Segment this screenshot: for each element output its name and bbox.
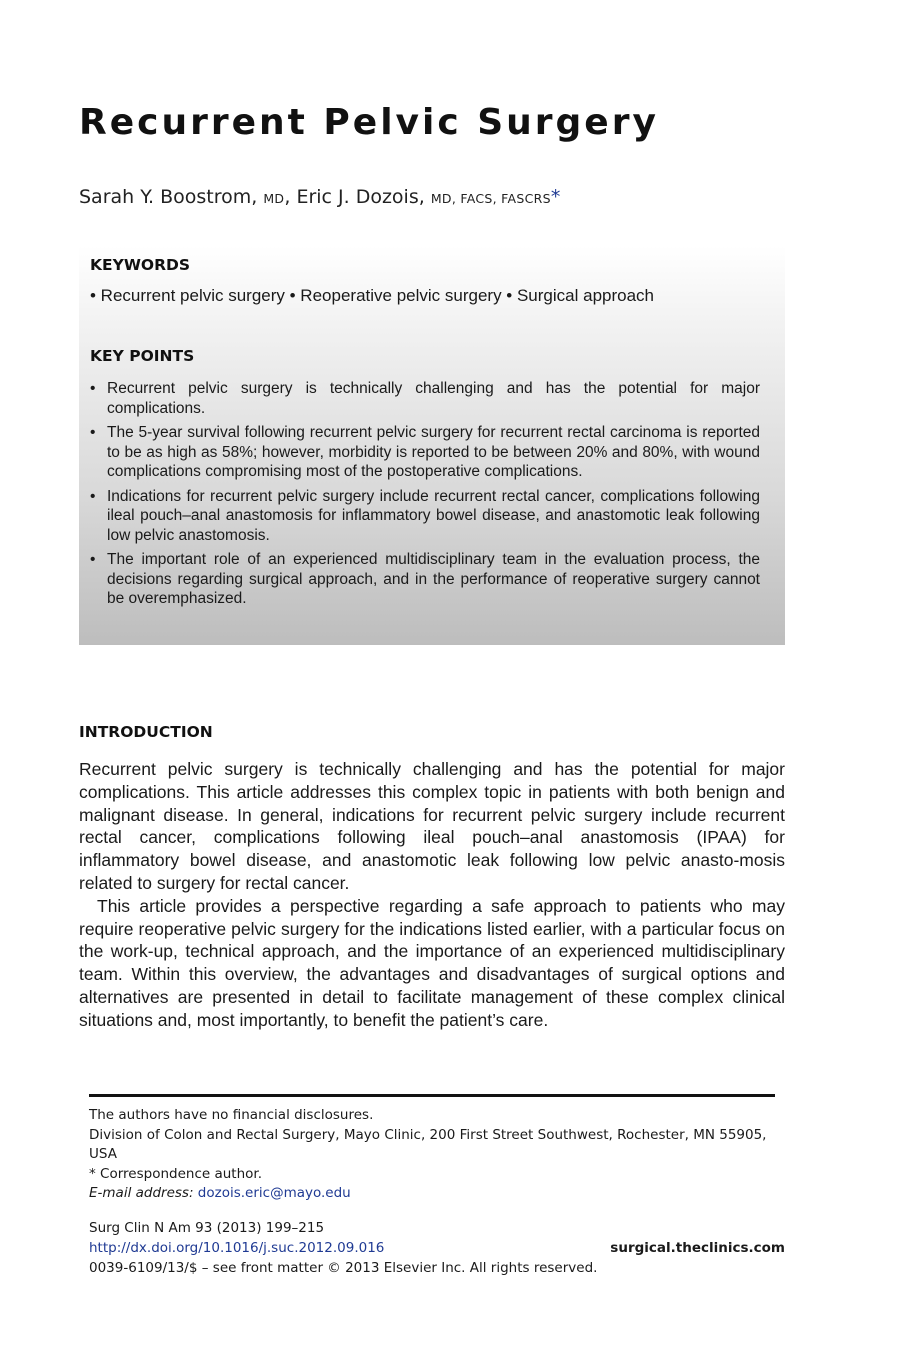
email-link[interactable]: dozois.eric@mayo.edu [197, 1185, 351, 1201]
journal-website-link[interactable]: surgical.theclinics.com [610, 1240, 785, 1256]
body-paragraph: This article provides a perspective regarding a safe approach to patients who may require reoperative pelvic surgery for the indications listed earlier, with a particular focus on the work-up, technical approach, and the importance of an experienced multidisciplinary team. Within this overview, the advantages and disadvantages of surgical options and alternatives are presented in detail to facilitate management of these complex clinical situations and, most importantly, to benefit the patient’s care. [79, 895, 785, 1030]
author-degrees: MD [263, 191, 285, 206]
key-point-item: • The 5-year survival following recurrent pelvic surgery for recurrent rectal carcinoma is reported to be as high as 58%; however, morbidity is reported to be between 20% and 80%, with wound complications compromising most of the postoperative complications. [90, 423, 760, 482]
keywords-heading: KEYWORDS [90, 256, 191, 274]
affiliation-note: Division of Colon and Rectal Surgery, Mayo Clinic, 200 First Street Southwest, Rochester, MN 55905, USA [89, 1126, 767, 1162]
author-name: Eric J. Dozois, [296, 186, 425, 208]
introduction-heading: INTRODUCTION [79, 723, 213, 741]
keywords-list: • Recurrent pelvic surgery • Reoperative pelvic surgery • Surgical approach [90, 286, 654, 305]
footnotes [89, 1106, 779, 1204]
key-point-item: • Recurrent pelvic surgery is technically challenging and has the potential for major complications. [90, 379, 760, 418]
key-points-heading: KEY POINTS [90, 347, 195, 365]
email-line [89, 1184, 779, 1204]
author-degrees: MD, FACS, FASCRS [430, 191, 551, 206]
key-point-item: • Indications for recurrent pelvic surgery include recurrent rectal cancer, complications following ileal pouch–anal anastomosis for inflammatory bowel disease, and anastomotic leak following low pelvic anastomosis. [90, 487, 760, 546]
email-label: E-mail address: [89, 1185, 194, 1201]
author-name: Sarah Y. Boostrom, [79, 186, 258, 208]
article-title: Recurrent Pelvic Surgery [79, 102, 659, 143]
doi-row [89, 1238, 785, 1258]
citation-block [89, 1218, 785, 1278]
key-point-item: • The important role of an experienced multidisciplinary team in the evaluation process, the decisions regarding surgical approach, and in the performance of reoperative surgery cannot be overemphasized. [90, 550, 760, 609]
keywords-keypoints-box [79, 246, 785, 645]
author-line [79, 186, 560, 208]
disclosure-note: The authors have no financial disclosures. [89, 1107, 374, 1123]
footnote-divider [89, 1094, 775, 1097]
body-paragraph: Recurrent pelvic surgery is technically challenging and has the potential for major complications. This article addresses this complex topic in patients with both benign and malignant disease. In general, indications for recurrent pelvic surgery include recurrent rectal cancer, complications following ileal pouch–anal anastomosis (IPAA) for inflammatory bowel disease, and anastomotic leak following low pelvic anasto-mosis related to surgery for rectal cancer. [79, 759, 785, 893]
copyright-line: 0039-6109/13/$ – see front matter © 2013 Elsevier Inc. All rights reserved. [89, 1260, 598, 1276]
doi-link[interactable]: http://dx.doi.org/10.1016/j.suc.2012.09.016 [89, 1240, 385, 1256]
author-separator: , [284, 186, 291, 208]
correspondence-mark[interactable]: * [550, 186, 561, 208]
correspondence-note: * Correspondence author. [89, 1165, 263, 1182]
journal-reference: Surg Clin N Am 93 (2013) 199–215 [89, 1220, 325, 1236]
introduction-body [79, 758, 785, 1032]
key-points-list [90, 379, 760, 614]
